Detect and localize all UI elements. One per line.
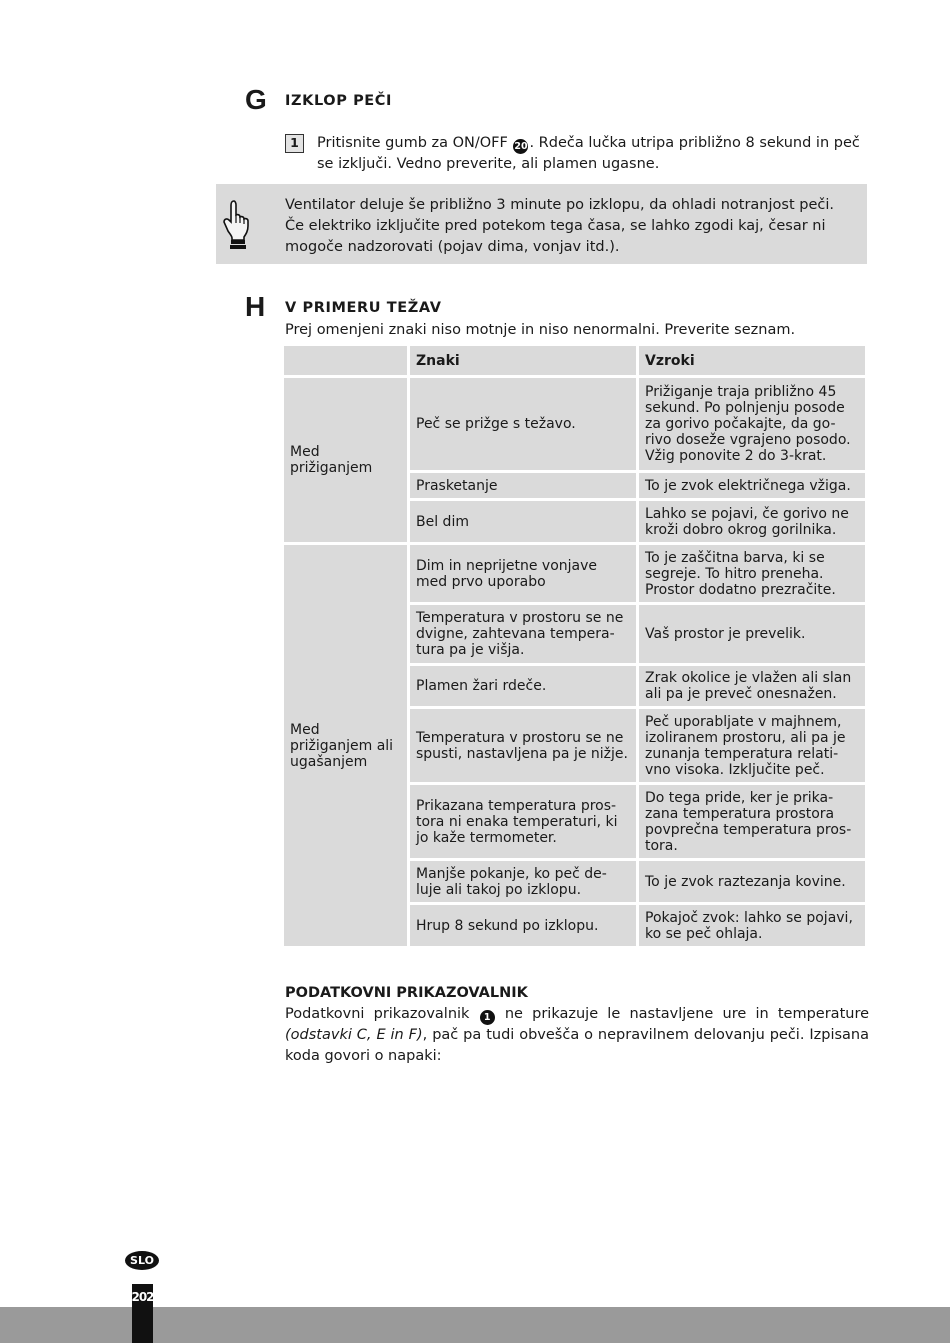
display-reference-badge: 1 — [480, 1010, 495, 1025]
cause-cell: Pokajoč zvok: lahko se pojavi, ko se peč ohlaja. — [639, 905, 865, 946]
group-label: Med prižiganjem ali ugašanjem — [284, 545, 407, 946]
cause-cell: Prižiganje traja približno 45 sekund. Po polnjenju posode za gorivo počakajte, da go-rivo doseže vgrajeno posodo. Vžig ponovite 2 do 3-krat. — [639, 378, 865, 470]
cause-cell: Peč uporabljate v majhnem, izoliranem prostoru, ali pa je zunanja temperatura relati-vno visoka. Izključite peč. — [639, 709, 865, 782]
display-text-start: Podatkovni prikazovalnik — [285, 1006, 470, 1022]
step-text-start: Pritisnite gumb za ON/OFF — [317, 135, 508, 151]
note-text: Ventilator deluje še približno 3 minute po izklopu, da ohladi notranjost peči. Če elektriko izključite pred potekom tega časa, se lahko zgodi kaj, česar ni mogoče nadzorovati (pojav dima, vonjav itd.). — [285, 197, 834, 255]
section-title-h: V PRIMERU TEŽAV — [285, 300, 442, 316]
sign-cell: Temperatura v prostoru se ne dvigne, zahtevana tempera-tura pa je višja. — [410, 605, 636, 663]
header-cell-causes: Vzroki — [639, 346, 865, 375]
section-h-intro: Prej omenjeni znaki niso motnje in niso nenormalni. Preverite seznam. — [285, 322, 796, 338]
display-section-title: PODATKOVNI PRIKAZOVALNIK — [285, 985, 528, 1001]
cause-cell: Vaš prostor je prevelik. — [639, 605, 865, 663]
display-text-end: , pač pa tudi obvešča o nepravilnem delovanju peči. Izpisana koda govori o napaki: — [285, 1027, 869, 1064]
on-off-reference-badge: 20 — [514, 141, 528, 152]
sign-cell: Plamen žari rdeče. — [410, 666, 636, 706]
sign-cell: Peč se prižge s težavo. — [410, 378, 636, 470]
table-row — [284, 378, 865, 470]
sign-cell: Hrup 8 sekund po izklopu. — [410, 905, 636, 946]
display-text-italic: (odstavki C, E in F) — [285, 1027, 423, 1043]
section-letter-g: G — [245, 84, 267, 115]
header-cell-empty — [284, 346, 407, 375]
sign-cell: Prikazana temperatura pros-tora ni enaka temperaturi, ki jo kaže termometer. — [410, 785, 636, 858]
sign-cell: Bel dim — [410, 501, 636, 542]
sign-cell: Temperatura v prostoru se ne spusti, nastavljena pa je nižje. — [410, 709, 636, 782]
section-title-g: IZKLOP PEČI — [285, 93, 393, 109]
pointing-hand-icon — [222, 198, 250, 254]
cause-cell: To je zvok električnega vžiga. — [639, 473, 865, 498]
step-number-box: 1 — [285, 134, 304, 153]
group-label: Med prižiganjem — [284, 378, 407, 542]
display-paragraph — [285, 1004, 869, 1067]
step-instruction — [317, 133, 872, 175]
header-cell-signs: Znaki — [410, 346, 636, 375]
cause-cell: Zrak okolice je vlažen ali slan ali pa je preveč onesnažen. — [639, 666, 865, 706]
cause-cell: To je zvok raztezanja kovine. — [639, 861, 865, 902]
troubleshooting-table — [281, 343, 868, 949]
step-text-end: . Rdeča lučka utripa približno 8 sekund in peč se izključi. Vedno preverite, ali plamen ugasne. — [317, 135, 860, 172]
section-letter-h: H — [245, 291, 266, 322]
sign-cell: Dim in neprijetne vonjave med prvo uporabo — [410, 545, 636, 602]
cause-cell: Do tega pride, ker je prika-zana temperatura prostora povprečna temperatura pros-tora. — [639, 785, 865, 858]
page-number: 202 — [131, 1290, 154, 1304]
cause-cell: To je zaščitna barva, ki se segreje. To hitro preneha. Prostor dodatno prezračite. — [639, 545, 865, 602]
table-row — [284, 545, 865, 602]
cause-cell: Lahko se pojavi, če gorivo ne kroži dobro okrog gorilnika. — [639, 501, 865, 542]
language-badge: SLO — [125, 1251, 159, 1270]
sign-cell: Prasketanje — [410, 473, 636, 498]
note-box — [216, 184, 867, 264]
table-header-row — [284, 346, 865, 375]
sign-cell: Manjše pokanje, ko peč de-luje ali takoj po izklopu. — [410, 861, 636, 902]
display-text-middle: ne prikazuje le nastavljene ure in temperature — [495, 1006, 870, 1022]
